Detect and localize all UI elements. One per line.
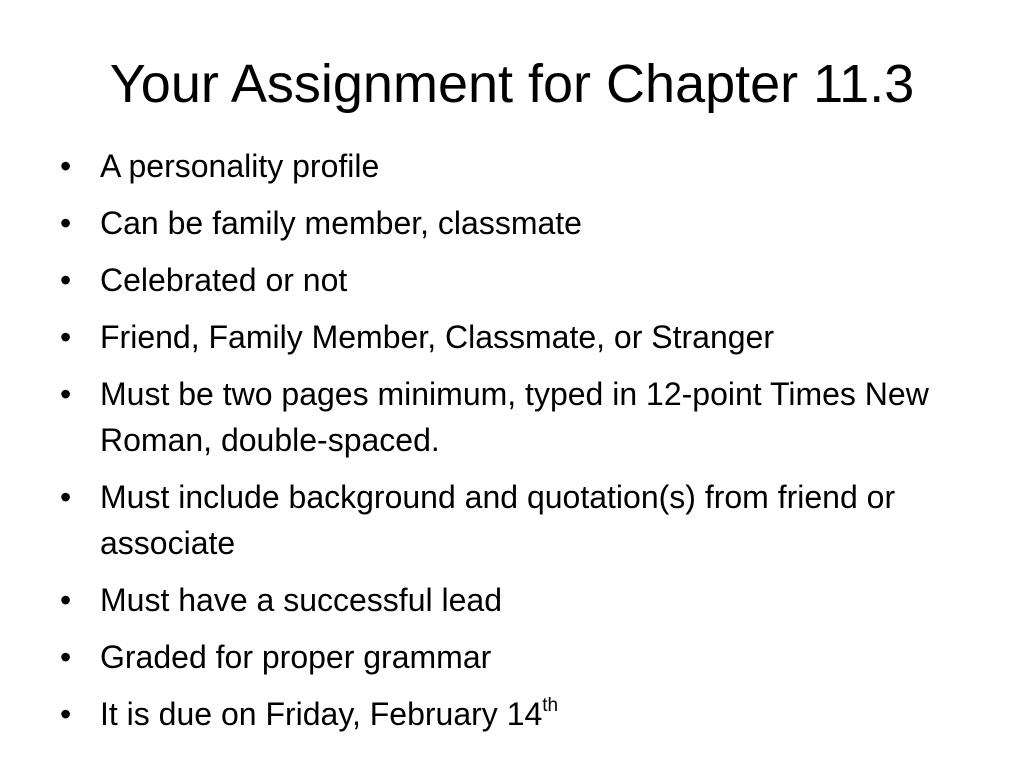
bullet-marker: •: [60, 376, 72, 412]
bullet-text: A personality profile: [100, 148, 380, 184]
bullet-item: [60, 257, 960, 303]
bullet-marker: •: [60, 479, 72, 515]
bullet-item: [60, 634, 960, 680]
bullet-marker: •: [60, 582, 72, 618]
bullet-marker: •: [60, 205, 72, 241]
bullet-item: [60, 691, 960, 737]
bullet-text: Celebrated or not: [100, 262, 348, 298]
bullet-marker: •: [60, 148, 72, 184]
bullet-text: Graded for proper grammar: [100, 639, 492, 675]
bullet-text: Must have a successful lead: [100, 582, 502, 618]
bullet-text-superscript: th: [542, 695, 559, 717]
bullet-text: Must be two pages minimum, typed in 12-point Times New Roman, double-spaced.: [100, 376, 929, 458]
bullet-text: Can be family member, classmate: [100, 205, 582, 241]
bullet-item: [60, 577, 960, 623]
bullet-marker: •: [60, 262, 72, 298]
bullet-text: Friend, Family Member, Classmate, or Stranger: [100, 319, 774, 355]
bullet-item: [60, 200, 960, 246]
bullet-item: [60, 474, 960, 566]
bullet-item: [60, 143, 960, 189]
bullet-marker: •: [60, 639, 72, 675]
bullet-marker: •: [60, 319, 72, 355]
bullet-text: Must include background and quotation(s) from friend or associate: [100, 479, 896, 561]
bullet-text: [100, 691, 960, 737]
bullet-text-main: It is due on Friday, February 14: [100, 696, 543, 732]
bullet-item: [60, 371, 960, 463]
bullet-list: [60, 143, 960, 748]
bullet-marker: •: [60, 696, 72, 732]
bullet-item: [60, 314, 960, 360]
slide-title: Your Assignment for Chapter 11.3: [109, 54, 915, 114]
